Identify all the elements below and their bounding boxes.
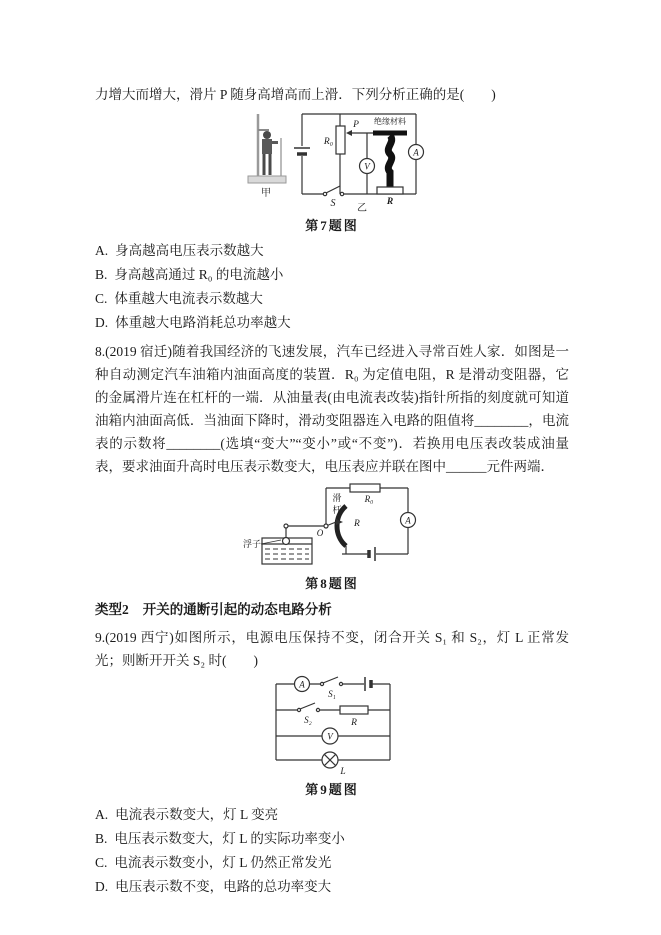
lever-and-float bbox=[261, 524, 324, 564]
pivot-o-icon bbox=[324, 524, 328, 528]
label-r: R bbox=[386, 197, 394, 207]
q9-figure-caption: 第9题图 bbox=[305, 782, 359, 797]
option-text: 体重越大电流表示数越大 bbox=[114, 291, 263, 306]
q7-options bbox=[95, 239, 569, 335]
lever-joint-icon bbox=[284, 524, 288, 528]
q7-option-c bbox=[95, 287, 569, 311]
section-type2-header bbox=[95, 598, 569, 621]
slider-arrow-icon bbox=[346, 130, 374, 136]
q8-question-text: 8.(2019 宿迁)随着我国经济的飞速发展，汽车已经进入寻常百姓人家．如图是一种自动测定汽车油箱内油面高度的装置．R₀ 为定值电阻，R 是滑动变阻器，它的金属滑片连在杠杆的一端．从油量表(由电流表改装)指针所指的刻度就可知道油箱内油面高低．当油面下降时，滑动变阻器连入电路的阻值将________，电流表的示数将________(选填“变大”“变小”或“不变”)．若换用电压表改装成油量表，要求油面升高时电压表示数变大，电压表应并联在图中______元件两端． bbox=[95, 344, 569, 474]
option-label: D. bbox=[95, 879, 109, 894]
option-text: 电流表示数变小，灯 L 仍然正常发光 bbox=[114, 855, 332, 870]
q9-circuit-diagram bbox=[262, 674, 402, 778]
q9-option-a bbox=[95, 803, 569, 827]
option-text: 电压表示数不变，电路的总功率变大 bbox=[115, 879, 332, 894]
option-label: B. bbox=[95, 831, 108, 846]
option-label: A. bbox=[95, 807, 109, 822]
label-r: R bbox=[354, 519, 360, 529]
person-on-scale-illustration bbox=[248, 114, 286, 183]
label-p: P bbox=[353, 120, 359, 130]
worksheet-page bbox=[95, 0, 569, 899]
label-v: V bbox=[327, 731, 333, 742]
q7-option-b bbox=[95, 263, 569, 287]
label-a: A bbox=[405, 515, 411, 526]
lamp-icon bbox=[322, 752, 338, 768]
option-text: 身高越高通过 R₀ 的电流越小 bbox=[114, 267, 284, 282]
label-r: R bbox=[351, 718, 357, 728]
q8-figure-caption: 第8题图 bbox=[305, 576, 359, 591]
option-text: 体重越大电路消耗总功率越大 bbox=[115, 315, 291, 330]
insulating-plate-icon bbox=[373, 131, 407, 136]
option-label: D. bbox=[95, 315, 109, 330]
q9-option-c bbox=[95, 851, 569, 875]
q8-figure bbox=[95, 480, 569, 593]
q7-option-d bbox=[95, 311, 569, 335]
label-jia: 甲 bbox=[261, 188, 271, 199]
section-type2-badge: 类型2 bbox=[95, 602, 129, 617]
q7-intro-text: 力增大而增大，滑片 P 随身高增高而上滑．下列分析正确的是( ) bbox=[95, 87, 496, 102]
option-label: C. bbox=[95, 855, 108, 870]
option-label: A. bbox=[95, 243, 109, 258]
resistor-r0-icon bbox=[350, 484, 380, 492]
battery-icon bbox=[365, 677, 371, 691]
switch-s1-icon bbox=[320, 677, 342, 686]
switch-s2-icon bbox=[297, 703, 319, 712]
q9-options bbox=[95, 803, 569, 899]
label-o: O bbox=[316, 528, 324, 538]
q7-option-a bbox=[95, 239, 569, 263]
label-s: S bbox=[330, 198, 336, 209]
pressure-sensor-icon bbox=[388, 136, 391, 188]
label-slider-rod-2: 杆 bbox=[332, 505, 342, 515]
label-slider-rod-1: 滑 bbox=[332, 493, 342, 503]
q8-fuel-gauge-diagram bbox=[242, 480, 422, 572]
label-a: A bbox=[299, 679, 305, 690]
q7-figure-caption: 第7题图 bbox=[305, 218, 359, 233]
q9-figure bbox=[95, 674, 569, 799]
float-icon bbox=[283, 538, 290, 545]
label-a: A bbox=[413, 147, 419, 158]
option-text: 身高越高电压表示数越大 bbox=[115, 243, 264, 258]
q7-circuit-diagram bbox=[236, 108, 428, 214]
q9-question-text: 9.(2019 西宁)如图所示，电源电压保持不变，闭合开关 S₁ 和 S₂，灯 L 正常发光；则断开开关 S₂ 时( ) bbox=[95, 630, 569, 668]
label-r0: R₀ bbox=[364, 494, 374, 504]
label-insulation: 绝缘材料 bbox=[374, 117, 406, 126]
q9-option-d bbox=[95, 875, 569, 899]
resistor-r0-icon bbox=[336, 126, 345, 154]
battery-icon bbox=[369, 547, 375, 561]
switch-s-icon bbox=[323, 186, 343, 196]
option-text: 电压表示数变大，灯 L 的实际功率变小 bbox=[114, 831, 345, 846]
label-s1: S₁ bbox=[328, 689, 336, 699]
option-label: B. bbox=[95, 267, 108, 282]
label-yi: 乙 bbox=[357, 203, 367, 214]
label-s2: S₂ bbox=[304, 715, 312, 725]
option-label: C. bbox=[95, 291, 108, 306]
battery-icon bbox=[294, 148, 310, 154]
label-l: L bbox=[340, 767, 346, 777]
resistor-r-icon bbox=[340, 706, 368, 714]
sensor-base-icon bbox=[377, 187, 403, 194]
q9-option-b bbox=[95, 827, 569, 851]
q7-figure bbox=[95, 108, 569, 235]
label-r0: R₀ bbox=[323, 137, 333, 147]
section-type2-title: 开关的通断引起的动态电路分析 bbox=[142, 602, 332, 617]
option-text: 电流表示数变大，灯 L 变亮 bbox=[115, 807, 279, 822]
label-v: V bbox=[364, 161, 370, 172]
label-float: 浮子 bbox=[243, 539, 262, 549]
slider-arrow-icon bbox=[326, 519, 343, 526]
